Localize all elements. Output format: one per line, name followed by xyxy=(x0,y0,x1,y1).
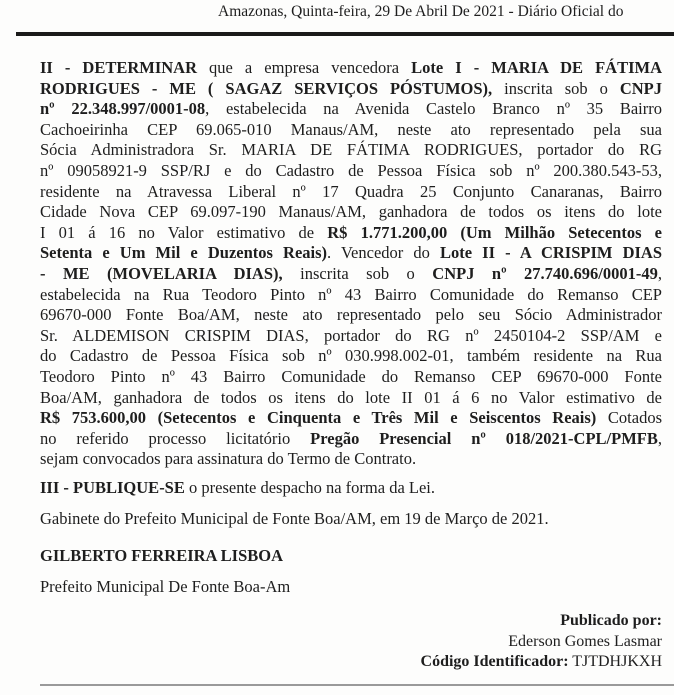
text-line: II - DETERMINAR que a empresa vencedora Lote I - MARIA DE FÁTIMA xyxy=(40,58,663,77)
text-line: 69670-000 Fonte Boa/AM, neste ato representado pelo seu Sócio Administrador xyxy=(40,305,662,325)
text-line: Setenta e Um Mil e Duzentos Reais). Vencedor do Lote II - A CRISPIM DIAS xyxy=(40,243,662,263)
text-line: I 01 á 16 no Valor estimativo de R$ 1.771.200,00 (Um Milhão Setecentos e xyxy=(40,222,662,242)
header-rule xyxy=(16,32,674,36)
text-line: RODRIGUES - ME ( SAGAZ SERVIÇOS PÓSTUMOS), inscrita sob o CNPJ xyxy=(40,78,662,98)
text-line: Boa/AM, ganhadora de todos os itens do lote II 01 á 6 no Valor estimativo de xyxy=(40,387,662,407)
text-line: Sr. ALDEMISON CRISPIM DIAS, portador do RG nº 2450104-2 SSP/AM e xyxy=(40,325,662,345)
text-line: nº 09058921-9 SSP/RJ e do Cadastro de Pessoa Física sob nº 200.380.543-53, xyxy=(40,160,662,180)
identifier-line: Código Identificador: TJTDHJKXH xyxy=(420,653,662,670)
signature-title: Prefeito Municipal De Fonte Boa-Am xyxy=(40,577,291,596)
text-line: no referido processo licitatório Pregão Presencial nº 018/2021-CPL/PMFB, xyxy=(40,428,662,448)
text-line: Teodoro Pinto nº 43 Bairro Comunidade do Remanso CEP 69670-000 Fonte xyxy=(40,366,662,386)
text-line: sejam convocados para assinatura do Termo de Contrato. xyxy=(40,449,417,469)
text-line: R$ 753.600,00 (Setecentos e Cinquenta e Três Mil e Seiscentos Reais) Cotados xyxy=(40,408,662,428)
text-line: Sócia Administradora Sr. MARIA DE FÁTIMA RODRIGUES, portador do RG xyxy=(40,140,662,160)
section-divider-rule xyxy=(40,684,674,686)
text-line: nº 22.348.997/0001-08, estabelecida na Avenida Castelo Branco nº 35 Bairro xyxy=(40,99,662,119)
gazette-header-date: Amazonas, Quinta-feira, 29 De Abril De 2021 - Diário Oficial do xyxy=(218,3,624,20)
text-line: do Cadastro de Pessoa Física sob nº 030.998.002-01, também residente na Rua xyxy=(40,346,662,366)
publication-block xyxy=(40,611,662,673)
text-line: Cidade Nova CEP 69.097-190 Manaus/AM, ganhadora de todos os itens do lote xyxy=(40,202,662,222)
text-line: residente na Atravessa Liberal nº 17 Quadra 25 Conjunto Canaranas, Bairro xyxy=(40,181,662,201)
text-line: estabelecida na Rua Teodoro Pinto nº 43 Bairro Comunidade do Remanso CEP xyxy=(40,284,662,304)
text-line: - ME (MOVELARIA DIAS), inscrita sob o CNPJ nº 27.740.696/0001-49, xyxy=(40,263,662,283)
published-by-label: Publicado por: xyxy=(560,612,662,629)
paragraph-iii-publique-se: III - PUBLIQUE-SE o presente despacho na forma da Lei. xyxy=(40,478,436,497)
text-line: Cachoeirinha CEP 69.065-010 Manaus/AM, neste ato representado pela sua xyxy=(40,119,662,139)
paragraph-ii-determinar xyxy=(40,58,662,470)
published-by-name: Ederson Gomes Lasmar xyxy=(508,632,662,650)
signature-name: GILBERTO FERREIRA LISBOA xyxy=(40,546,284,565)
gabinete-dateline: Gabinete do Prefeito Municipal de Fonte Boa/AM, em 19 de Março de 2021. xyxy=(40,509,549,528)
